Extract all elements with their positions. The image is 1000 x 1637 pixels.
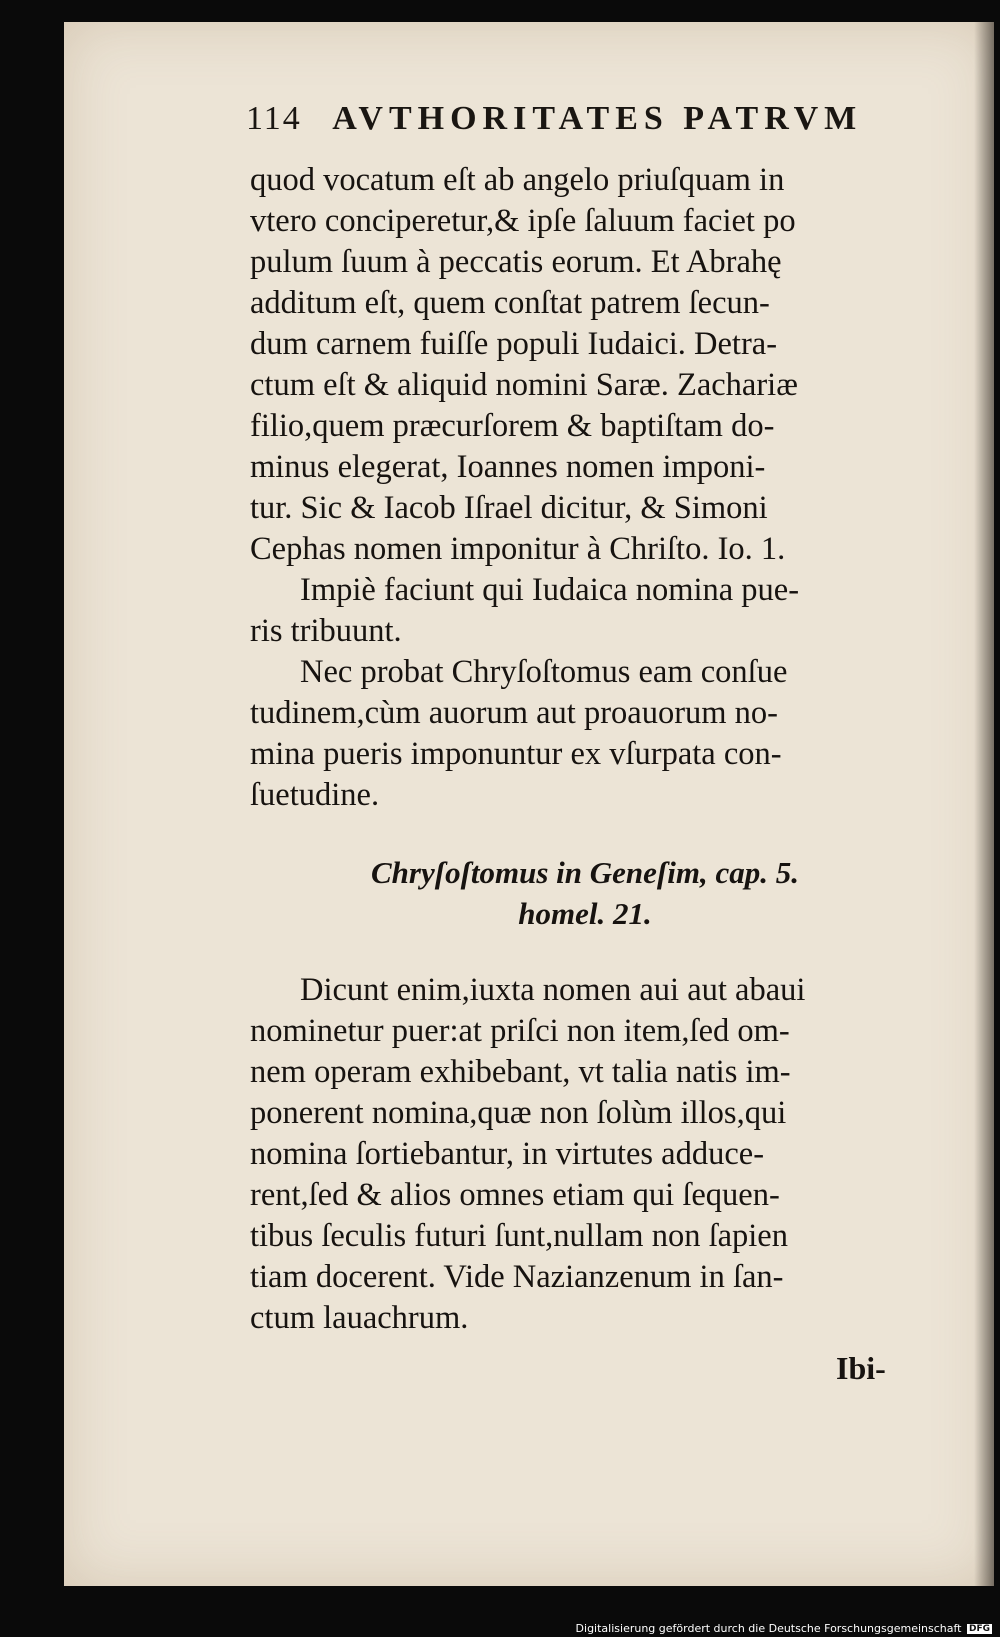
running-head: AVTHORITATES PATRVM: [332, 100, 863, 137]
paragraph-3: [250, 652, 920, 816]
text-line: pulum ſuum à peccatis eorum. Et Abrahę: [250, 244, 782, 280]
text-line: ris tribuunt.: [250, 613, 402, 649]
spacer: [250, 816, 920, 852]
text-line: filio,quem præcurſorem & baptiſtam do-: [250, 408, 775, 444]
digitization-footer: [576, 1622, 992, 1635]
heading-line: Chryſoſtomus in Geneſim, cap. 5.: [371, 855, 799, 890]
section-heading: [250, 852, 920, 934]
text-line: tibus ſeculis futuri ſunt,nullam non ſapien: [250, 1218, 788, 1254]
paragraph-4: [250, 970, 920, 1339]
text-line: Dicunt enim,iuxta nomen aui aut abaui: [300, 972, 806, 1008]
text-line: rent,ſed & alios omnes etiam qui ſequen-: [250, 1177, 780, 1213]
page-spine-shadow: [974, 22, 994, 1586]
dfg-logo: DFG: [968, 1624, 990, 1634]
text-line: ctum eſt & aliquid nomini Saræ. Zachariæ: [250, 367, 798, 403]
text-line: quod vocatum eſt ab angelo priuſquam in: [250, 162, 785, 198]
text-line: nomina ſortiebantur, in virtutes adduce-: [250, 1136, 765, 1172]
text-line: nem operam exhibebant, vt talia natis im-: [250, 1054, 791, 1090]
text-line: mina pueris imponuntur ex vſurpata con-: [250, 736, 782, 772]
text-line: Nec probat Chryſoſtomus eam conſue: [300, 654, 788, 690]
paragraph-1: [250, 160, 920, 570]
text-line: additum eſt, quem conſtat patrem ſecun-: [250, 285, 770, 321]
footer-text: Digitalisierung gefördert durch die Deutsche Forschungsgemeinschaft: [575, 1622, 962, 1635]
text-line: tudinem,cùm auorum aut proauorum no-: [250, 695, 778, 731]
catchword: Ibi-: [836, 1350, 886, 1386]
page-header: [246, 100, 886, 138]
text-line: tur. Sic & Iacob Iſrael dicitur, & Simoni: [250, 490, 768, 526]
text-line: Impiè faciunt qui Iudaica nomina pue-: [300, 572, 800, 608]
text-line: minus elegerat, Ioannes nomen imponi-: [250, 449, 766, 485]
spacer: [250, 934, 920, 970]
text-line: ſuetudine.: [250, 777, 380, 813]
page-number: 114: [246, 100, 302, 137]
text-line: tiam docerent. Vide Nazianzenum in ſan-: [250, 1259, 784, 1295]
text-line: dum carnem fuiſſe populi Iudaici. Detra-: [250, 326, 778, 362]
text-line: vtero conciperetur,& ipſe ſaluum faciet po: [250, 203, 796, 239]
text-line: ponerent nomina,quæ non ſolùm illos,qui: [250, 1095, 787, 1131]
heading-line: homel. 21.: [518, 896, 652, 931]
text-line: ctum lauachrum.: [250, 1300, 469, 1336]
paragraph-2: [250, 570, 920, 652]
text-line: Cephas nomen imponitur à Chriſto. Io. 1.: [250, 531, 786, 567]
text-line: nominetur puer:at priſci non item,ſed om-: [250, 1013, 790, 1049]
page-body: [250, 160, 920, 1339]
